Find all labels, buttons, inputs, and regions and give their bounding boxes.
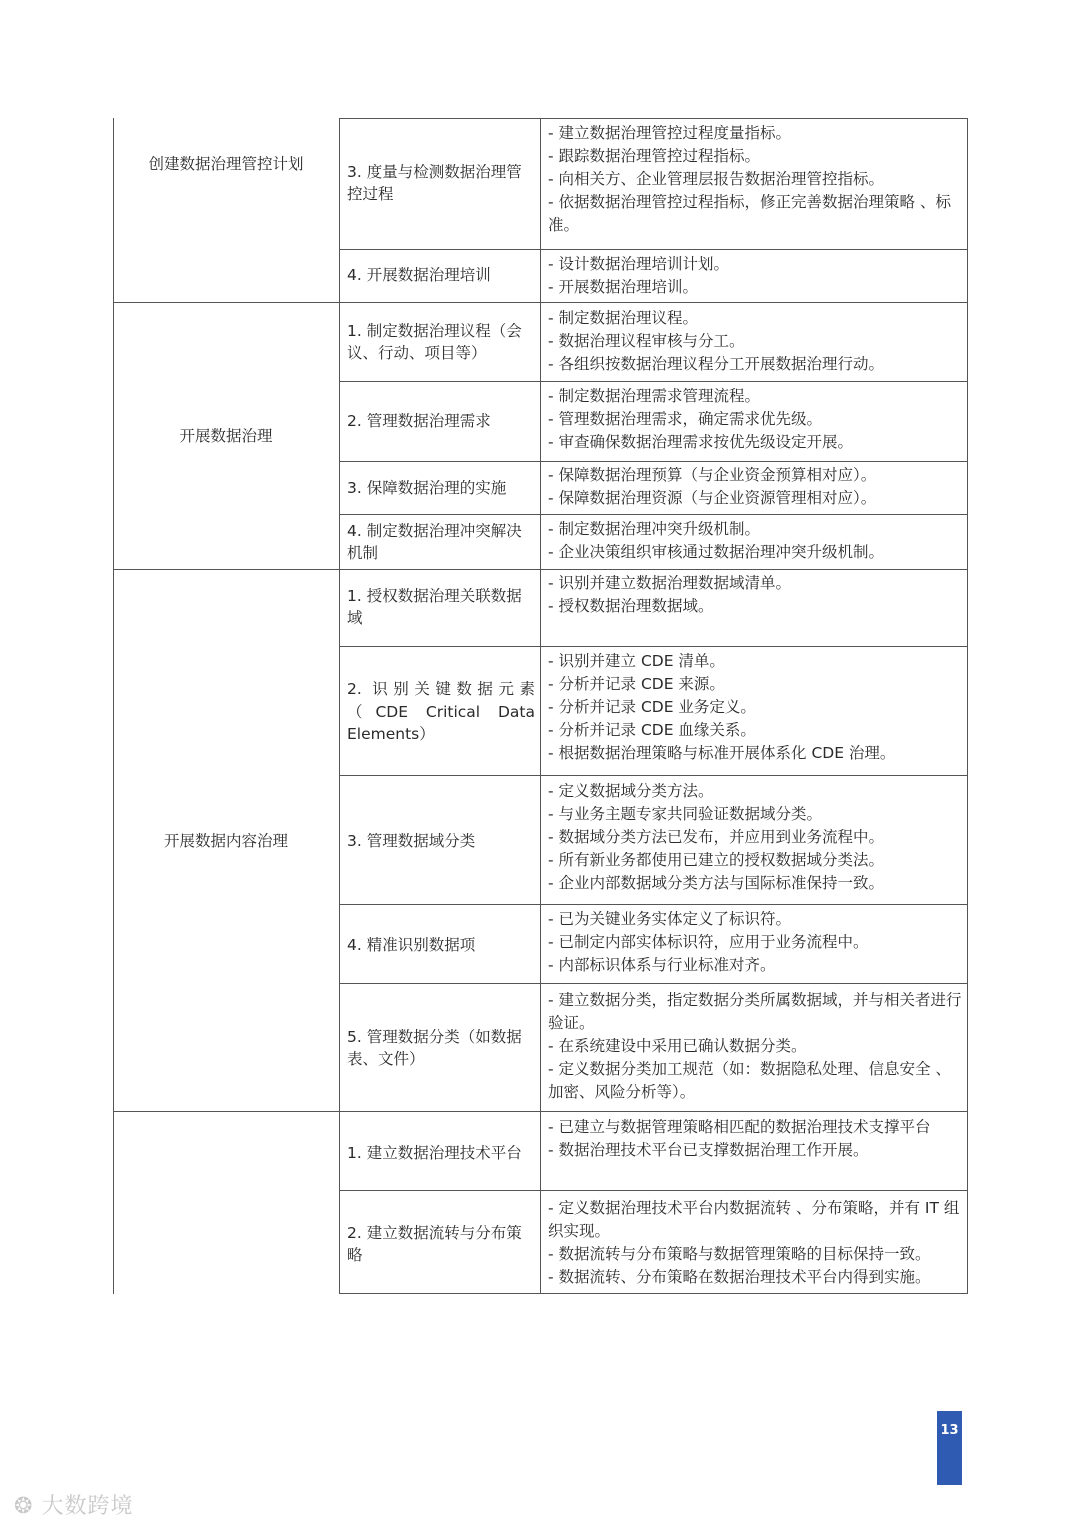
actions-cell — [548, 989, 962, 1104]
action-item: - 识别并建立 CDE 清单。 — [548, 652, 725, 670]
row-divider — [339, 514, 968, 515]
table-bottom-border — [339, 1293, 968, 1294]
step-cell: 1. 建立数据治理技术平台 — [347, 1144, 522, 1162]
action-item: - 开展数据治理培训。 — [548, 278, 699, 296]
action-item: - 已为关键业务实体定义了标识符。 — [548, 910, 792, 928]
action-item: - 各组织按数据治理议程分工开展数据治理行动。 — [548, 355, 885, 373]
action-item: - 已建立与数据管理策略相匹配的数据治理技术支撑平台 — [548, 1118, 931, 1136]
action-item: - 保障数据治理资源（与企业资源管理相对应）。 — [548, 489, 877, 507]
actions-cell — [548, 518, 962, 564]
action-item: - 分析并记录 CDE 血缘关系。 — [548, 721, 756, 739]
action-item: - 制定数据治理议程。 — [548, 309, 699, 327]
action-item: - 跟踪数据治理管控过程指标。 — [548, 147, 761, 165]
action-item: - 建立数据治理管控过程度量指标。 — [548, 124, 792, 142]
action-item: - 定义数据分类加工规范（如：数据隐私处理、信息安全 、加密、风险分析等）。 — [548, 1060, 951, 1101]
action-item: - 设计数据治理培训计划。 — [548, 255, 730, 273]
row-divider — [339, 983, 968, 984]
watermark-logo-icon: ❂ — [14, 1494, 34, 1519]
category-cell: 开展数据内容治理 — [163, 832, 288, 850]
actions-cell — [548, 253, 962, 299]
step-cell: 3. 保障数据治理的实施 — [347, 479, 507, 497]
action-item: - 建立数据分类，指定数据分类所属数据域，并与相关者进行验证。 — [548, 991, 962, 1032]
table-right-border — [967, 118, 968, 1294]
action-item: - 数据流转与分布策略与数据管理策略的目标保持一致。 — [548, 1245, 931, 1263]
step-cell: 2. 建立数据流转与分布策 略 — [347, 1224, 522, 1264]
action-item: - 定义数据治理技术平台内数据流转 、分布策略，并有 IT 组织实现。 — [548, 1199, 960, 1240]
step-cell: 2. 识别关键数据元素（CDE Critical Data Elements） — [347, 680, 535, 743]
action-item: - 分析并记录 CDE 来源。 — [548, 675, 725, 693]
action-item: - 内部标识体系与行业标准对齐。 — [548, 956, 776, 974]
action-item: - 定义数据域分类方法。 — [548, 782, 714, 800]
step-cell: 2. 管理数据治理需求 — [347, 412, 491, 430]
action-item: - 制定数据治理需求管理流程。 — [548, 387, 761, 405]
action-item: - 制定数据治理冲突升级机制。 — [548, 520, 761, 538]
actions-cell — [548, 650, 962, 765]
action-item: - 保障数据治理预算（与企业资金预算相对应）。 — [548, 466, 877, 484]
page-number: 13 — [937, 1411, 962, 1485]
row-divider — [339, 249, 968, 250]
actions-cell — [548, 122, 962, 237]
actions-cell — [548, 780, 962, 895]
row-divider — [339, 381, 968, 382]
action-item: - 数据治理技术平台已支撑数据治理工作开展。 — [548, 1141, 869, 1159]
action-item: - 数据流转、分布策略在数据治理技术平台内得到实施。 — [548, 1268, 931, 1286]
actions-cell — [548, 385, 962, 454]
step-cell: 4. 精准识别数据项 — [347, 936, 476, 954]
row-divider — [113, 1111, 968, 1112]
step-cell: 4. 开展数据治理培训 — [347, 266, 491, 284]
watermark-text: 大数跨境 — [41, 1494, 134, 1519]
step-cell: 3. 管理数据域分类 — [347, 832, 476, 850]
action-item: - 数据治理议程审核与分工。 — [548, 332, 745, 350]
action-item: - 企业决策组织审核通过数据治理冲突升级机制。 — [548, 543, 885, 561]
step-cell: 4. 制定数据治理冲突解决 机制 — [347, 522, 522, 562]
action-item: - 已制定内部实体标识符，应用于业务流程中。 — [548, 933, 869, 951]
action-item: - 根据数据治理策略与标准开展体系化 CDE 治理。 — [548, 744, 896, 762]
step-cell: 5. 管理数据分类（如数据 表、文件） — [347, 1028, 522, 1068]
actions-cell — [548, 307, 962, 376]
action-item: - 向相关方、企业管理层报告数据治理管控指标。 — [548, 170, 885, 188]
table-column-divider — [339, 118, 340, 1294]
row-divider — [113, 302, 968, 303]
step-cell: 1. 授权数据治理关联数据域 — [347, 587, 522, 627]
category-cell: 开展数据治理 — [179, 427, 273, 445]
row-divider — [339, 646, 968, 647]
action-item: - 识别并建立数据治理数据域清单。 — [548, 574, 792, 592]
action-item: - 数据域分类方法已发布，并应用到业务流程中。 — [548, 828, 885, 846]
action-item: - 审查确保数据治理需求按优先级设定开展。 — [548, 433, 854, 451]
action-item: - 依据数据治理管控过程指标，修正完善数据治理策略 、标准。 — [548, 193, 951, 234]
row-divider — [339, 1190, 968, 1191]
step-cell: 3. 度量与检测数据治理管 控过程 — [347, 163, 522, 203]
actions-cell — [548, 572, 962, 618]
actions-cell — [548, 1197, 962, 1289]
watermark — [14, 1489, 133, 1520]
action-item: - 分析并记录 CDE 业务定义。 — [548, 698, 756, 716]
actions-cell — [548, 464, 962, 510]
action-item: - 管理数据治理需求，确定需求优先级。 — [548, 410, 823, 428]
row-divider — [339, 461, 968, 462]
row-divider — [339, 904, 968, 905]
action-item: - 在系统建设中采用已确认数据分类。 — [548, 1037, 807, 1055]
category-cell: 创建数据治理管控计划 — [148, 155, 304, 173]
action-item: - 授权数据治理数据域。 — [548, 597, 714, 615]
action-item: - 企业内部数据域分类方法与国际标准保持一致。 — [548, 874, 885, 892]
table-column-divider — [540, 118, 541, 1294]
action-item: - 所有新业务都使用已建立的授权数据域分类法。 — [548, 851, 885, 869]
row-divider — [339, 775, 968, 776]
step-cell: 1. 制定数据治理议程（会 议、行动、项目等） — [347, 322, 522, 362]
actions-cell — [548, 908, 962, 977]
row-divider — [339, 118, 968, 119]
action-item: - 与业务主题专家共同验证数据域分类。 — [548, 805, 823, 823]
row-divider — [113, 569, 968, 570]
table-left-border — [113, 118, 114, 1294]
actions-cell — [548, 1116, 962, 1162]
